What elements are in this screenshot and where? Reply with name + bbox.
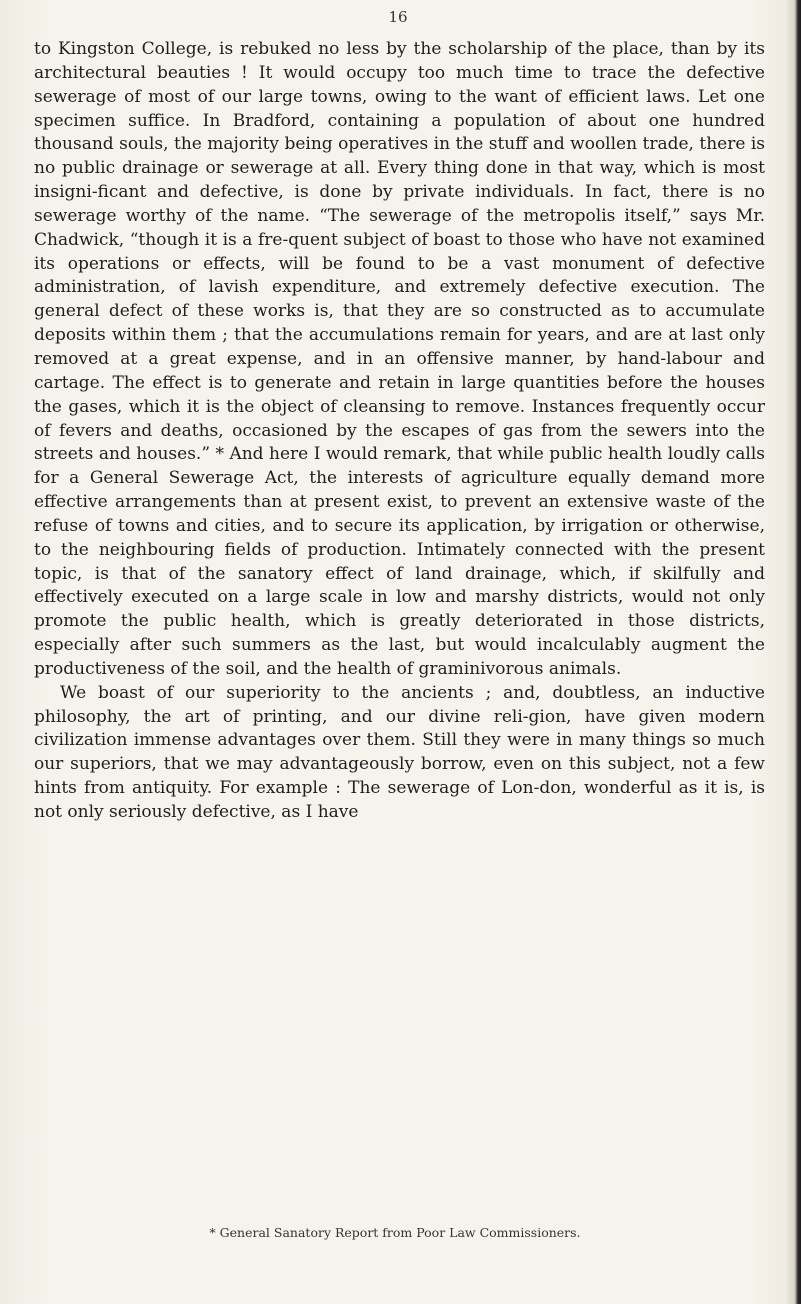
page-number: 16 [388,8,408,26]
page-edge-shadow [787,0,801,1304]
footnote: * General Sanatory Report from Poor Law Commissioners. [209,1225,581,1240]
paragraph-2: We boast of our superiority to the ancients ; and, doubtless, an inductive philosophy, the art of printing, and our divine reli-gion, have given modern civilization immense advantages over them. Still they were in many things so much our superiors, that we may advantageously borrow, even on this subject, not a few hints from antiquity. For example : The sewerage of Lon-don, wonderful as it is, is not only seriously defective, as I have [34,682,765,822]
body-text [34,38,765,825]
paragraph-1: to Kingston College, is rebuked no less by the scholarship of the place, than by its architectural beauties ! It would occupy too much time to trace the defective sewerage of most of our large towns, owing to the want of efficient laws. Let one specimen suffice. In Bradford, containing a population of about one hundred thousand souls, the majority being operatives in the stuff and woollen trade, there is no public drainage or sewerage at all. Every thing done in that way, which is most insigni-ficant and defective, is done by private individuals. In fact, there is no sewerage worthy of the name. “The sewerage of the metropolis itself,” says Mr. Chadwick, “though it is a fre-quent subject of boast to those who have not examined its operations or effects, will be found to be a vast monument of defective administration, of lavish expenditure, and extremely defective execution. The general defect of these works is, that they are so constructed as to accumulate deposits within them ; that the accumulations remain for years, and are at last only removed at a great expense, and in an offensive manner, by hand-labour and cartage. The effect is to generate and retain in large quantities before the houses the gases, which it is the object of cleansing to remove. Instances frequently occur of fevers and deaths, occasioned by the escapes of gas from the sewers into the streets and houses.” * And here I would remark, that while public health loudly calls for a General Sewerage Act, the interests of agriculture equally demand more effective arrangements than at present exist, to prevent an extensive waste of the refuse of towns and cities, and to secure its application, by irrigation or otherwise, to the neighbouring fields of production. Intimately connected with the present topic, is that of the sanatory effect of land drainage, which, if skilfully and effectively executed on a large scale in low and marshy districts, would not only promote the public health, which is greatly deteriorated in those districts, especially after such summers as the last, but would incalculably augment the productiveness of the soil, and the health of graminivorous animals. [34,39,765,679]
